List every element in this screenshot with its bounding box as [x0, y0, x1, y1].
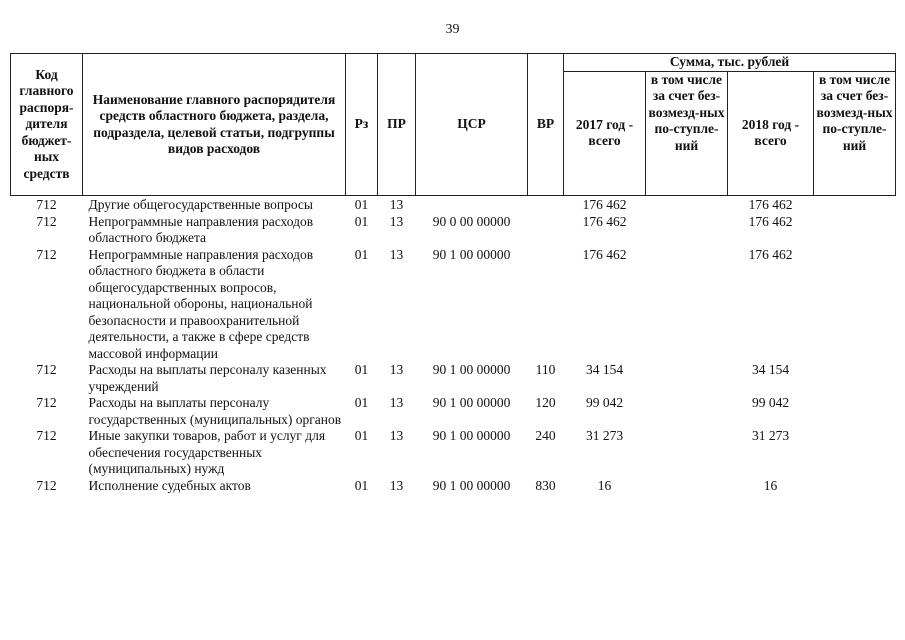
cell-vr [528, 247, 564, 363]
cell-pr: 13 [389, 428, 404, 443]
cell-rz: 01 [354, 428, 369, 443]
cell-2017-incl [646, 478, 728, 495]
page-number: 39 [445, 22, 460, 37]
cell-code: 712 [36, 197, 57, 212]
cell-2017-total: 176 462 [582, 213, 627, 229]
cell-rz: 01 [354, 477, 369, 493]
cell-name: Другие общегосударственные вопросы [88, 197, 313, 212]
cell-name: Иные закупки товаров, работ и услуг для обеспечения государственных (муниципальных) нужд [88, 428, 326, 476]
cell-vr: 120 [535, 395, 556, 410]
cell-2018-incl [814, 214, 896, 247]
cell-2017-total: 99 042 [585, 395, 624, 410]
cell-rz: 01 [354, 213, 369, 229]
header-2017-total: 2017 год - всего [564, 71, 646, 195]
table-row [11, 247, 896, 363]
cell-2017-incl [646, 196, 728, 214]
cell-csr: 90 1 00 00000 [432, 428, 511, 443]
cell-2018-incl [814, 428, 896, 478]
table-row [11, 478, 896, 495]
header-rz: Рз [346, 54, 378, 196]
header-csr: ЦСР [416, 54, 528, 196]
cell-csr: 90 1 00 00000 [432, 362, 511, 377]
cell-vr [528, 196, 564, 214]
cell-2018-total: 99 042 [751, 395, 790, 410]
cell-pr: 13 [389, 197, 404, 212]
cell-name: Исполнение судебных актов [88, 477, 251, 493]
cell-pr: 13 [389, 362, 404, 377]
cell-name: Непрограммные направления расходов областного бюджета [88, 213, 314, 245]
cell-2017-incl [646, 395, 728, 428]
header-sum-group: Сумма, тыс. рублей [564, 54, 896, 72]
cell-2018-incl [814, 395, 896, 428]
cell-2018-total: 34 154 [751, 362, 790, 377]
cell-rz: 01 [354, 197, 369, 212]
header-pr: ПР [378, 54, 416, 196]
cell-csr: 90 0 00 00000 [432, 213, 511, 229]
cell-2018-incl [814, 478, 896, 495]
cell-2017-incl [646, 214, 728, 247]
cell-2017-total: 176 462 [582, 197, 627, 212]
table-row [11, 362, 896, 395]
cell-2017-incl [646, 247, 728, 363]
cell-2018-incl [814, 362, 896, 395]
cell-2018-total: 16 [763, 477, 778, 493]
header-vr: ВР [528, 54, 564, 196]
cell-vr: 110 [535, 362, 556, 377]
table-row [11, 395, 896, 428]
cell-2018-total: 176 462 [748, 213, 793, 229]
cell-name: Расходы на выплаты персоналу государственных (муниципальных) органов [88, 395, 342, 427]
table-row [11, 428, 896, 478]
cell-2018-incl [814, 196, 896, 214]
cell-rz: 01 [354, 246, 369, 262]
cell-csr: 90 1 00 00000 [432, 246, 511, 262]
cell-2017-total: 176 462 [582, 246, 627, 262]
cell-pr: 13 [389, 213, 404, 229]
cell-2018-incl [814, 247, 896, 363]
cell-code: 712 [36, 362, 57, 377]
cell-2017-incl [646, 362, 728, 395]
cell-2017-total: 31 273 [585, 428, 624, 443]
cell-2018-total: 176 462 [748, 197, 793, 212]
cell-pr: 13 [389, 477, 404, 493]
table-row [11, 214, 896, 247]
cell-rz: 01 [354, 395, 369, 410]
header-code: Код главного распоря-дителя бюджет-ных средств [11, 54, 83, 196]
cell-code: 712 [36, 213, 57, 229]
header-name: Наименование главного распорядителя средств областного бюджета, раздела, подраздела, целевой статьи, подгруппы видов расходов [83, 54, 346, 196]
cell-name: Непрограммные направления расходов областного бюджета в области общегосударственных вопросов, национальной обороны, национальной безопасности и правоохранительной деятельности, а также в сфере средств массовой информации [88, 246, 314, 361]
cell-2018-total: 176 462 [748, 246, 793, 262]
header-2018-total: 2018 год - всего [728, 71, 814, 195]
cell-2017-total: 34 154 [585, 362, 624, 377]
cell-code: 712 [36, 428, 57, 443]
cell-name: Расходы на выплаты персоналу казенных учреждений [88, 362, 327, 394]
cell-csr: 90 1 00 00000 [432, 477, 511, 493]
cell-code: 712 [36, 477, 57, 493]
cell-csr [416, 196, 528, 214]
cell-2017-incl [646, 428, 728, 478]
cell-pr: 13 [389, 395, 404, 410]
header-2018-incl: в том числе за счет без-возмезд-ных по-ступле-ний [814, 71, 896, 195]
cell-rz: 01 [354, 362, 369, 377]
cell-csr: 90 1 00 00000 [432, 395, 511, 410]
cell-vr: 240 [535, 428, 556, 443]
header-2017-incl: в том числе за счет без-возмезд-ных по-ступле-ний [646, 71, 728, 195]
table-row [11, 196, 896, 214]
cell-vr: 830 [535, 477, 556, 493]
cell-code: 712 [36, 246, 57, 262]
cell-2018-total: 31 273 [751, 428, 790, 443]
cell-2017-total: 16 [597, 477, 612, 493]
cell-pr: 13 [389, 246, 404, 262]
budget-table [10, 53, 896, 494]
cell-vr [528, 214, 564, 247]
cell-code: 712 [36, 395, 57, 410]
